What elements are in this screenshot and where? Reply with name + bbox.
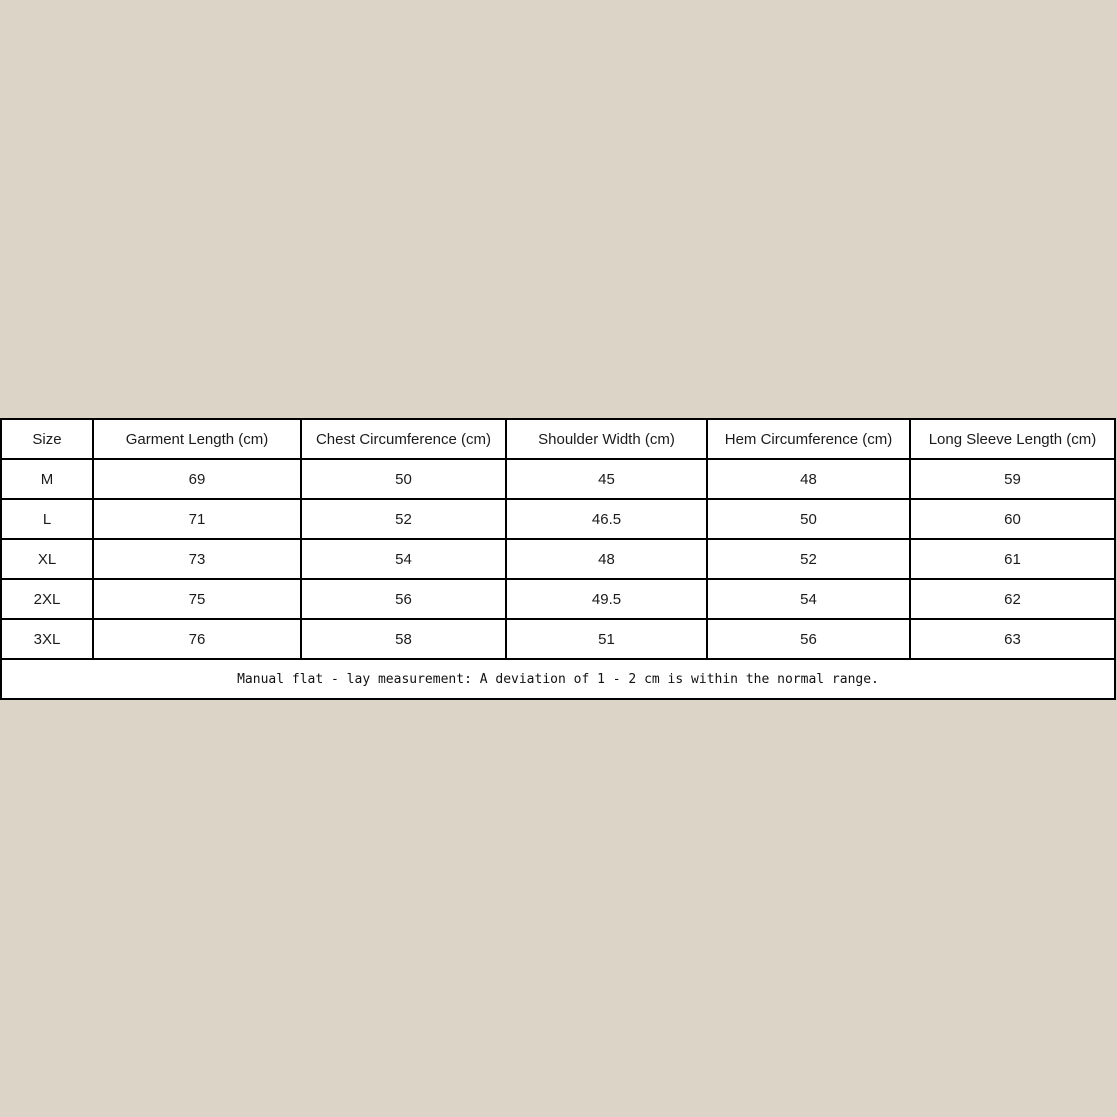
note-row <box>1 659 1115 699</box>
value-cell: 75 <box>93 579 301 619</box>
size-cell: 3XL <box>1 619 93 659</box>
value-cell: 71 <box>93 499 301 539</box>
value-cell: 61 <box>910 539 1115 579</box>
value-cell: 62 <box>910 579 1115 619</box>
value-cell: 59 <box>910 459 1115 499</box>
value-cell: 50 <box>301 459 506 499</box>
value-cell: 73 <box>93 539 301 579</box>
column-header: Shoulder Width (cm) <box>506 419 707 459</box>
size-cell: 2XL <box>1 579 93 619</box>
table-row <box>1 619 1115 659</box>
column-header: Long Sleeve Length (cm) <box>910 419 1115 459</box>
value-cell: 56 <box>707 619 910 659</box>
size-chart-table <box>0 418 1116 700</box>
table-row <box>1 499 1115 539</box>
value-cell: 49.5 <box>506 579 707 619</box>
column-header: Hem Circumference (cm) <box>707 419 910 459</box>
value-cell: 48 <box>506 539 707 579</box>
value-cell: 54 <box>301 539 506 579</box>
value-cell: 46.5 <box>506 499 707 539</box>
size-cell: M <box>1 459 93 499</box>
value-cell: 54 <box>707 579 910 619</box>
table-body <box>1 459 1115 659</box>
column-header: Chest Circumference (cm) <box>301 419 506 459</box>
table-row <box>1 459 1115 499</box>
column-header: Garment Length (cm) <box>93 419 301 459</box>
table-row <box>1 539 1115 579</box>
value-cell: 52 <box>707 539 910 579</box>
size-cell: XL <box>1 539 93 579</box>
value-cell: 76 <box>93 619 301 659</box>
value-cell: 45 <box>506 459 707 499</box>
value-cell: 58 <box>301 619 506 659</box>
value-cell: 60 <box>910 499 1115 539</box>
size-cell: L <box>1 499 93 539</box>
value-cell: 50 <box>707 499 910 539</box>
value-cell: 63 <box>910 619 1115 659</box>
header-row <box>1 419 1115 459</box>
value-cell: 52 <box>301 499 506 539</box>
value-cell: 69 <box>93 459 301 499</box>
table-row <box>1 579 1115 619</box>
value-cell: 51 <box>506 619 707 659</box>
value-cell: 48 <box>707 459 910 499</box>
value-cell: 56 <box>301 579 506 619</box>
measurement-note: Manual flat - lay measurement: A deviation of 1 - 2 cm is within the normal range. <box>1 659 1115 699</box>
column-header-size: Size <box>1 419 93 459</box>
